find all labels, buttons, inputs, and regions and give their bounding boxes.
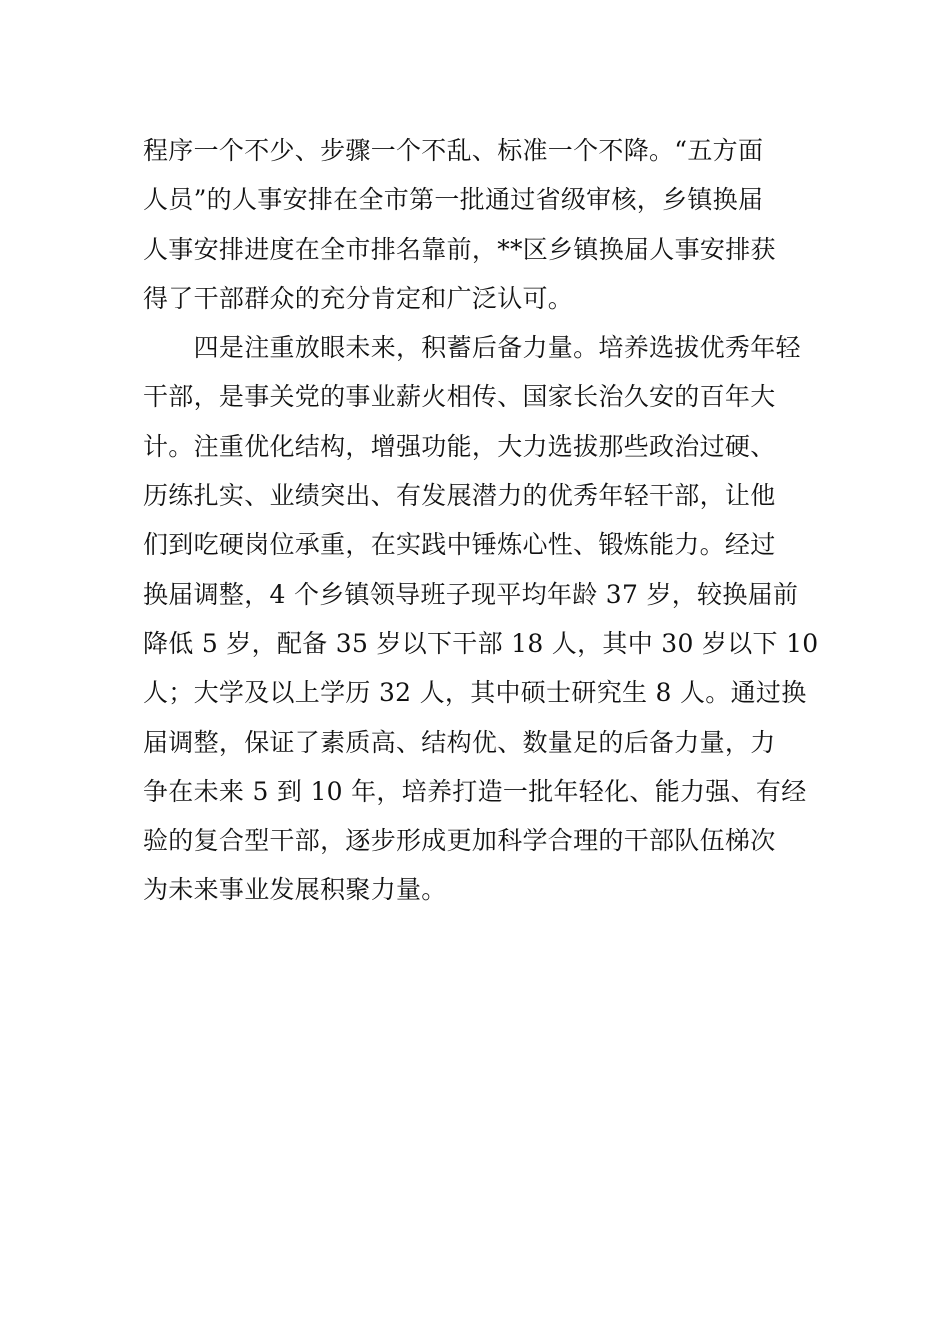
- text-line: 程序一个不少、步骤一个不乱、标准一个不降。“五方面: [143, 136, 764, 165]
- text-line: 人事安排进度在全市排名靠前，**区乡镇换届人事安排获: [143, 234, 776, 264]
- text-line: 验的复合型干部，逐步形成更加科学合理的干部队伍梯次: [143, 826, 776, 856]
- text-line: 们到吃硬岗位承重，在实践中锤炼心性、锻炼能力。经过: [143, 530, 776, 560]
- text-line: 降低 5 岁，配备 35 岁以下干部 18 人，其中 30 岁以下 10: [143, 628, 819, 658]
- text-line: 换届调整，4 个乡镇领导班子现平均年龄 37 岁，较换届前: [143, 579, 799, 609]
- text-line: 计。注重优化结构，增强功能，大力选拔那些政治过硬、: [143, 431, 776, 461]
- text-line: 四是注重放眼未来，积蓄后备力量。培养选拔优秀年轻: [143, 333, 801, 363]
- paragraph-1: [143, 126, 823, 323]
- paragraph-2: [143, 323, 823, 915]
- text-line: 人员”的人事安排在全市第一批通过省级审核，乡镇换届: [143, 185, 764, 215]
- text-line: 为未来事业发展积聚力量。: [143, 875, 447, 905]
- text-line: 得了干部群众的充分肯定和广泛认可。: [143, 283, 574, 313]
- document-body: [143, 126, 823, 915]
- text-line: 历练扎实、业绩突出、有发展潜力的优秀年轻干部，让他: [143, 481, 776, 511]
- text-line: 届调整，保证了素质高、结构优、数量足的后备力量，力: [143, 727, 776, 757]
- text-line: 干部，是事关党的事业薪火相传、国家长治久安的百年大: [143, 382, 776, 412]
- text-line: 人；大学及以上学历 32 人，其中硕士研究生 8 人。通过换: [143, 678, 807, 708]
- text-line: 争在未来 5 到 10 年，培养打造一批年轻化、能力强、有经: [143, 776, 807, 806]
